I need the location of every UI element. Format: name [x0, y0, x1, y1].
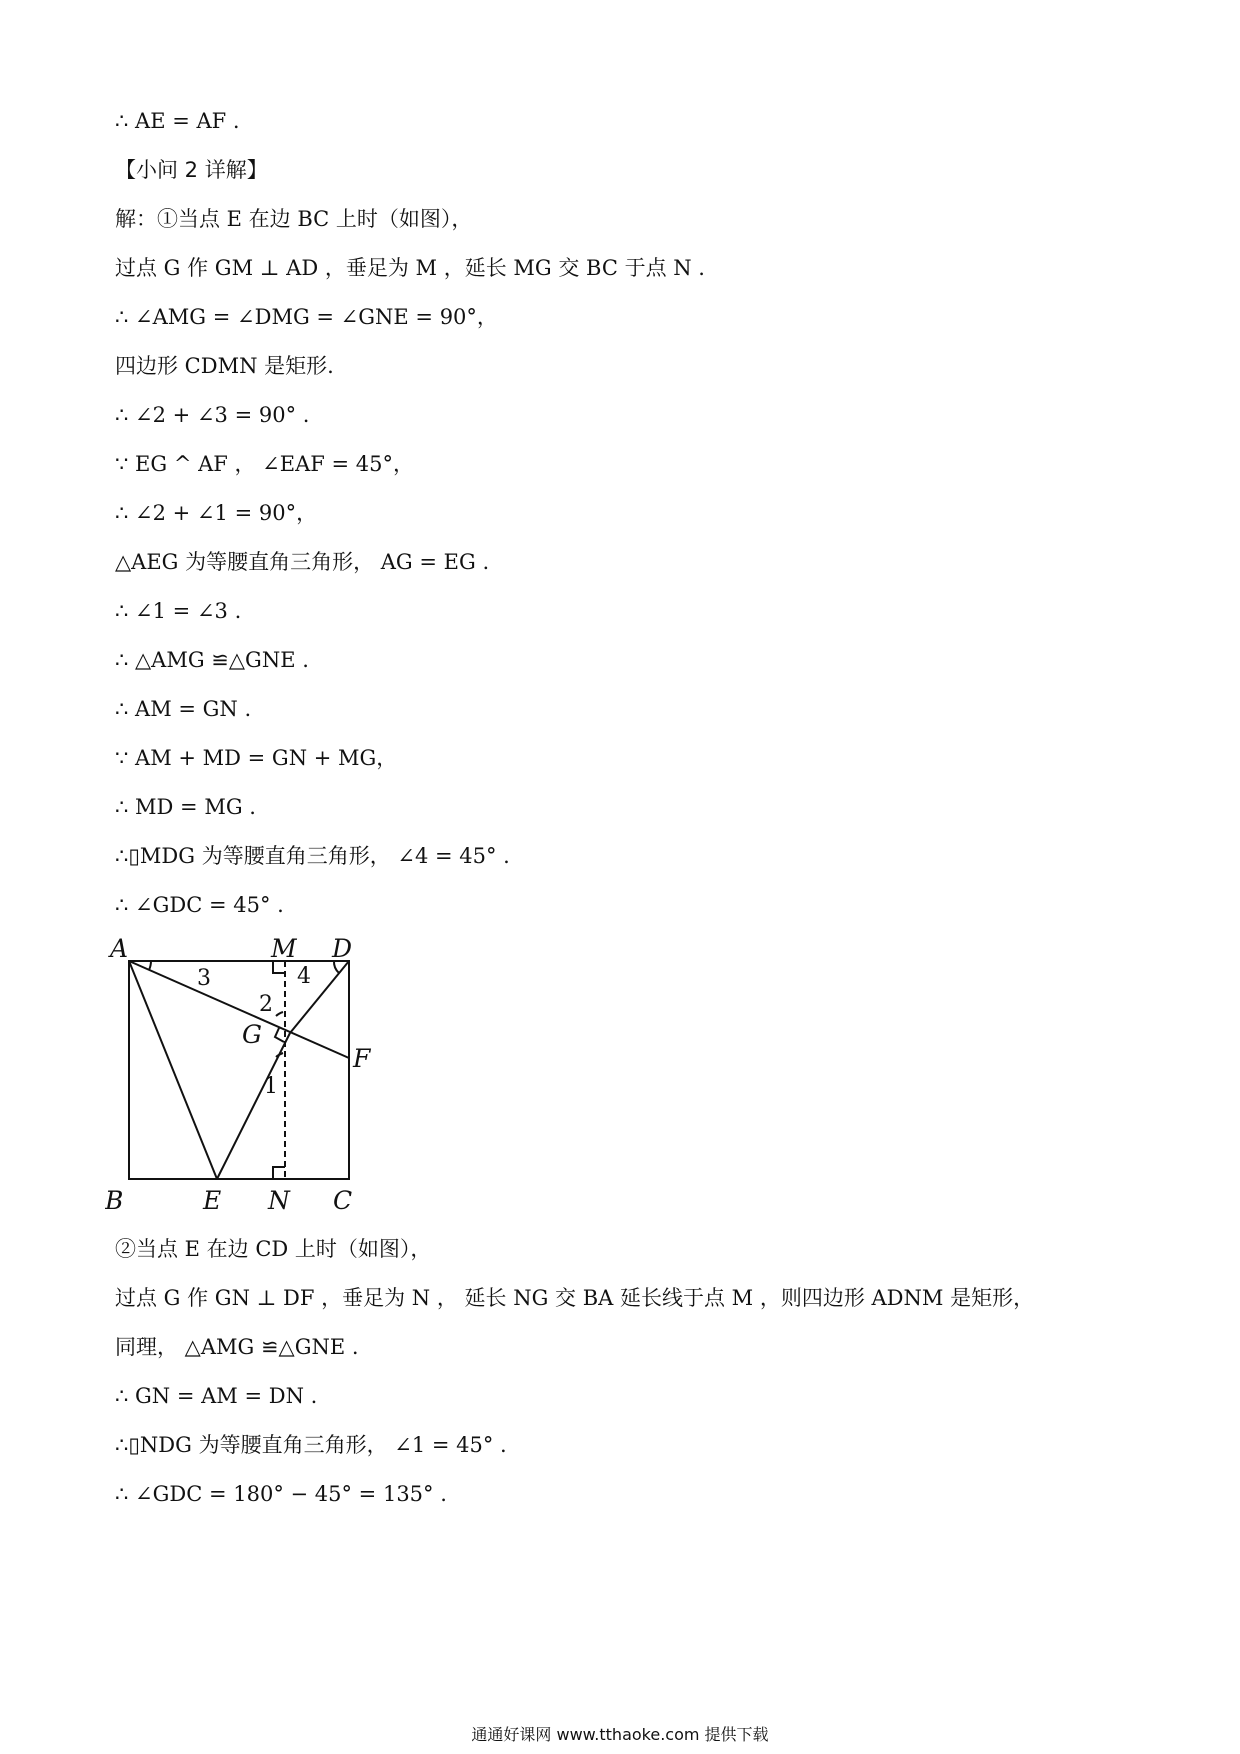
line-6: 四边形 CDMN 是矩形.	[115, 354, 334, 378]
line-12: ∴ △AMG ≌△GNE .	[115, 648, 309, 672]
label-c: C	[333, 1186, 353, 1215]
line-14: ∵ AM + MD = GN + MG，	[115, 746, 398, 770]
line-15: ∴ MD = MG .	[115, 795, 256, 819]
line-22: ∴▯NDG 为等腰直角三角形， ∠1 = 45° .	[115, 1433, 507, 1457]
line-21: ∴ GN = AM = DN .	[115, 1384, 318, 1408]
label-f: F	[353, 1044, 371, 1073]
square-abcd	[129, 961, 349, 1179]
line-9: ∴ ∠2 + ∠1 = 90°，	[115, 501, 318, 525]
angle-label-4: 4	[297, 964, 311, 989]
label-g: G	[242, 1020, 262, 1049]
line-1: ∴ AE = AF .	[115, 109, 240, 133]
label-d: D	[332, 934, 353, 963]
right-angle-mark-g	[275, 1028, 284, 1042]
label-a: A	[110, 934, 129, 963]
angle-label-1: 1	[264, 1074, 278, 1099]
line-5: ∴ ∠AMG = ∠DMG = ∠GNE = 90°，	[115, 305, 498, 329]
geometry-figure	[105, 925, 385, 1215]
right-angle-mark-n	[273, 1167, 285, 1179]
line-16: ∴▯MDG 为等腰直角三角形， ∠4 = 45° .	[115, 844, 510, 868]
line-18: ②当点 E 在边 CD 上时（如图），	[115, 1237, 432, 1261]
label-e: E	[203, 1186, 222, 1215]
line-4: 过点 G 作 GM ⊥ AD ，垂足为 M ，延长 MG 交 BC 于点 N .	[115, 256, 705, 280]
line-8: ∵ EG ^ AF ， ∠EAF = 45°，	[115, 452, 415, 476]
line-7: ∴ ∠2 + ∠3 = 90° .	[115, 403, 310, 427]
label-b: B	[105, 1186, 124, 1215]
label-n: N	[268, 1186, 290, 1215]
section-heading: 【小问 2 详解】	[115, 158, 268, 182]
line-20: 同理， △AMG ≌△GNE .	[115, 1335, 359, 1359]
footer-text: 通通好课网 www.tthaoke.com 提供下载	[471, 1725, 769, 1744]
angle-arc-3	[149, 961, 151, 970]
line-13: ∴ AM = GN .	[115, 697, 252, 721]
line-19: 过点 G 作 GN ⊥ DF ，垂足为 N ， 延长 NG 交 BA 延长线于点 M ，则四边形 ADNM 是矩形，	[115, 1286, 1035, 1310]
label-m: M	[271, 934, 297, 963]
angle-arc-1	[276, 1053, 283, 1057]
line-3: 解：①当点 E 在边 BC 上时（如图），	[115, 207, 473, 231]
angle-label-3: 3	[197, 966, 211, 991]
line-10: △AEG 为等腰直角三角形， AG = EG .	[115, 550, 490, 574]
line-11: ∴ ∠1 = ∠3 .	[115, 599, 242, 623]
angle-arc-2	[276, 1012, 283, 1016]
angle-label-2: 2	[259, 992, 273, 1017]
line-23: ∴ ∠GDC = 180° − 45° = 135° .	[115, 1482, 447, 1506]
line-17: ∴ ∠GDC = 45° .	[115, 893, 284, 917]
